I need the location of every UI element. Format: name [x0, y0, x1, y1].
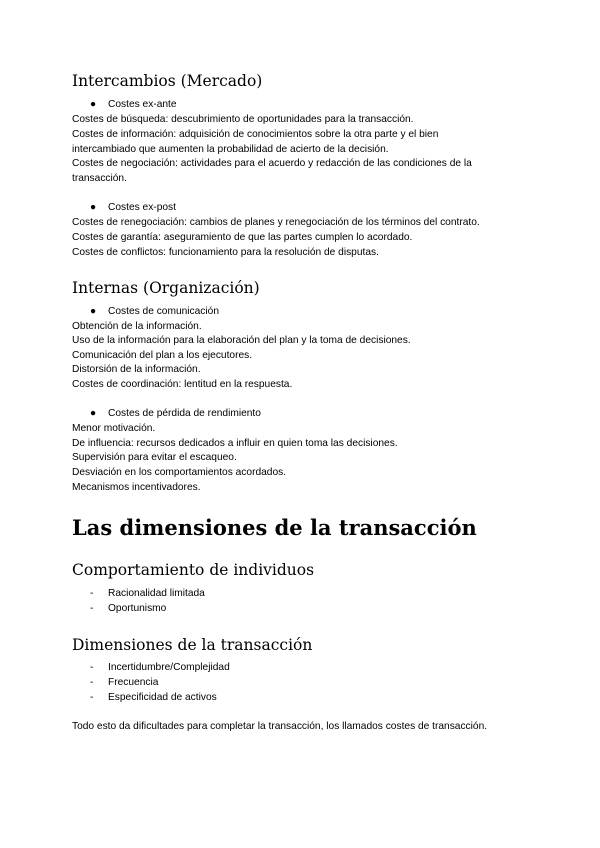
list-item-label: Incertidumbre/Complejidad — [108, 662, 230, 673]
heading-mercado: Intercambios (Mercado) — [72, 72, 263, 90]
text-line: Comunicación del plan a los ejecutores. — [72, 350, 253, 361]
text-line: Desviación en los comportamientos acordados. — [72, 467, 287, 478]
bullet-icon: ● — [90, 408, 97, 419]
list-item-label: Especificidad de activos — [108, 692, 217, 703]
text-line: Distorsión de la información. — [72, 364, 201, 375]
text-line: Costes de información: adquisición de conocimientos sobre la otra parte y el bien — [72, 129, 439, 140]
text-line: transacción. — [72, 173, 127, 184]
text-line: Costes de conflictos: funcionamiento para la resolución de disputas. — [72, 247, 379, 258]
text-line: Menor motivación. — [72, 423, 156, 434]
bullet-exante — [90, 98, 177, 112]
list-item — [90, 587, 205, 601]
bullet-label: Costes de pérdida de rendimiento — [108, 408, 261, 419]
bullet-label: Costes ex-post — [108, 202, 176, 213]
heading-comportamiento: Comportamiento de individuos — [72, 561, 315, 579]
dash-icon: - — [90, 662, 94, 673]
text-line: Uso de la información para la elaboración del plan y la toma de decisiones. — [72, 335, 411, 346]
bullet-rendimiento — [90, 407, 261, 421]
list-item-label: Frecuencia — [108, 677, 159, 688]
list-item-label: Racionalidad limitada — [108, 588, 205, 599]
heading-organizacion: Internas (Organización) — [72, 279, 260, 297]
text-line: Mecanismos incentivadores. — [72, 482, 201, 493]
text-line: Costes de garantía: aseguramiento de que las partes cumplen lo acordado. — [72, 232, 413, 243]
bullet-label: Costes de comunicación — [108, 306, 219, 317]
dash-icon: - — [90, 677, 94, 688]
text-line: Obtención de la información. — [72, 321, 202, 332]
text-line: Costes de negociación: actividades para el acuerdo y redacción de las condiciones de la — [72, 158, 472, 169]
dash-icon: - — [90, 588, 94, 599]
bullet-icon: ● — [90, 202, 97, 213]
bullet-icon: ● — [90, 99, 97, 110]
list-item-label: Oportunismo — [108, 603, 167, 614]
text-line: intercambiado que aumenten la probabilidad de acierto de la decisión. — [72, 144, 389, 155]
conclusion-text: Todo esto da dificultades para completar la transacción, los llamados costes de transacción. — [72, 721, 488, 732]
bullet-label: Costes ex-ante — [108, 99, 177, 110]
bullet-icon: ● — [90, 306, 97, 317]
text-line: Supervisión para evitar el escaqueo. — [72, 452, 237, 463]
bullet-comunicacion — [90, 305, 219, 319]
list-item — [90, 691, 217, 705]
text-line: Costes de búsqueda: descubrimiento de oportunidades para la transacción. — [72, 114, 414, 125]
list-item — [90, 676, 158, 690]
text-line: De influencia: recursos dedicados a influir en quien toma las decisiones. — [72, 438, 398, 449]
text-line: Costes de renegociación: cambios de planes y renegociación de los términos del contrato. — [72, 217, 480, 228]
heading-dimensiones: Las dimensiones de la transacción — [72, 515, 477, 540]
dash-icon: - — [90, 692, 94, 703]
dash-icon: - — [90, 603, 94, 614]
list-item — [90, 602, 166, 616]
list-item — [90, 661, 230, 675]
text-line: Costes de coordinación: lentitud en la respuesta. — [72, 379, 293, 390]
heading-dim-transaccion: Dimensiones de la transacción — [72, 636, 313, 654]
bullet-expost — [90, 201, 176, 215]
